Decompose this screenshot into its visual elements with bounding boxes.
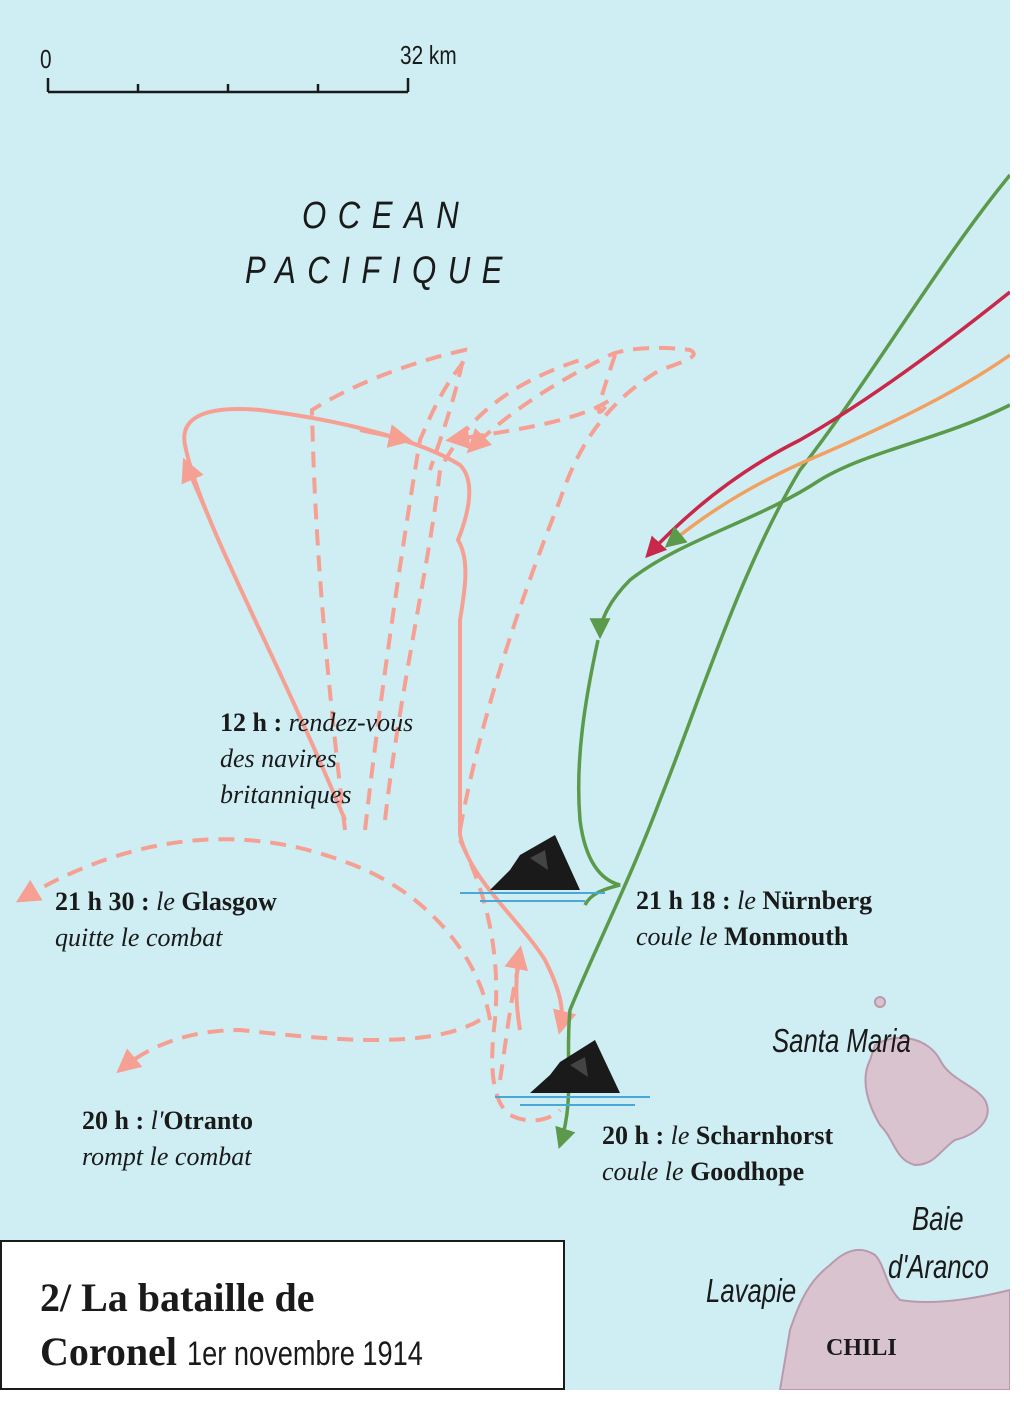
place-baie: Baie [912,1200,964,1237]
annotation-otranto: 20 h : l'Otranto rompt le combat [82,1106,253,1171]
place-santa-maria: Santa Maria [772,1022,911,1059]
title-line1: 2/ La bataille de [40,1275,315,1320]
small-islet [875,997,885,1007]
british-solid-arrow-up [185,462,210,520]
german-green-route-2 [600,405,1010,635]
title-date: 1er novembre 1914 [187,1335,423,1373]
scale-bar [48,78,408,92]
german-red-route [648,292,1010,555]
scale-start-label: 0 [40,44,52,74]
german-routes [560,175,1010,1145]
scale-end-label: 32 km [400,40,457,70]
place-aranco: d'Aranco [888,1248,989,1285]
british-dash-5 [450,355,615,440]
german-orange-route [668,355,1010,545]
british-dash-3 [385,360,580,820]
place-chili: CHILI [826,1335,897,1361]
ocean-label-line2: PACIFIQUE [245,250,514,292]
otranto-route [120,1020,480,1070]
german-green-route-3 [579,640,620,905]
british-dash-4 [460,348,694,830]
annotation-nurnberg: 21 h 18 : le Nürnberg coule le Monmouth [636,886,873,951]
ocean-label-line1: OCEAN [302,195,471,237]
annotation-glasgow: 21 h 30 : le Glasgow quitte le combat [55,887,277,952]
sinking-ship-goodhope [495,1040,650,1105]
title-box [0,1240,565,1390]
place-lavapie: Lavapie [706,1272,797,1309]
title-coronel: Coronel [40,1329,178,1374]
title-line2 [40,1328,482,1375]
british-solid-arrow-in [360,430,408,440]
annotation-rendezvous: 12 h : rendez-vous des navires britanniques [220,708,414,809]
german-green-route-1 [560,175,1010,1145]
annotation-scharnhorst: 20 h : le Scharnhorst coule le Goodhope [602,1121,834,1186]
